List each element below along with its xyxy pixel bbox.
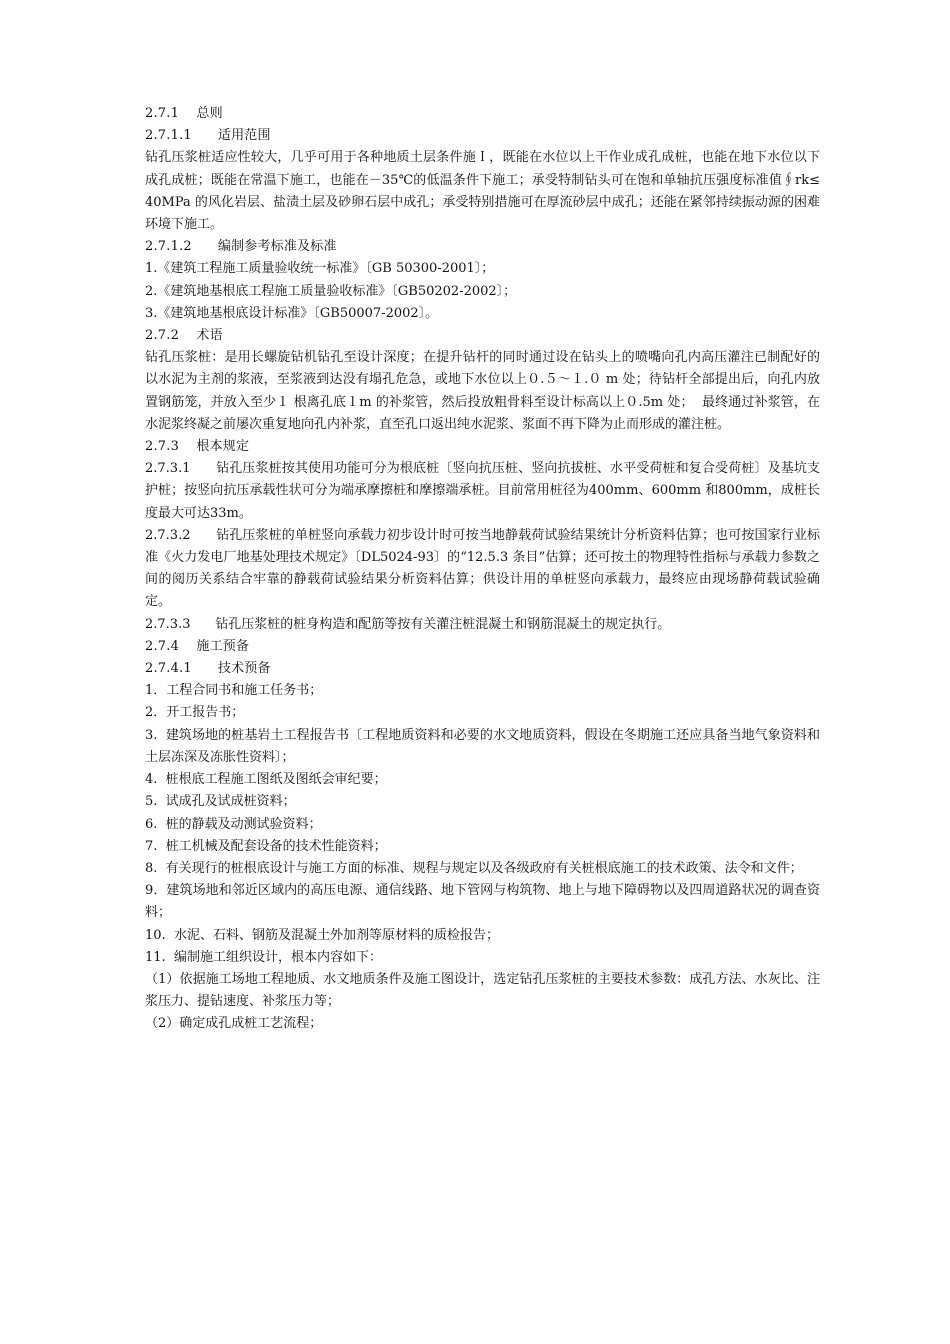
paragraph-terminology: 钻孔压浆桩：是用长螺旋钻机钻孔至设计深度；在提升钻杆的同时通过设在钻头上的喷嘴向孔内高压灌注已制配好的以水泥为主剂的浆液，至浆液到达没有塌孔危急，或地下水位以上０.５～１.０ m 处；待钻杆全部提出后，向孔内放置钢筋笼，并放入至少１ 根离孔底１m 的补浆管，然后投放粗骨料至设计标高以上０.5m 处； 最终通过补浆管，在水泥浆终凝之前屡次重复地向孔内补浆，直至孔口返出纯水泥浆、浆面不再下降为止而形成的灌注桩。 <box>145 350 820 432</box>
prep-item-6: 6. 桩的静载及动测试验资料； <box>145 816 322 832</box>
document-page <box>145 103 820 1036</box>
heading-2-7-4: 2.7.4 施工预备 <box>145 638 250 654</box>
paragraph-2-7-3-3: 2.7.3.3 钻孔压浆桩的桩身构造和配筋等按有关灌注桩混凝土和钢筋混凝土的规定执行。 <box>145 616 671 632</box>
prep-item-1: 1．工程合同书和施工任务书； <box>145 683 323 699</box>
org-design-item-2: （2）确定成孔成桩工艺流程； <box>145 1016 323 1032</box>
prep-item-5: 5. 试成孔及试成桩资料； <box>145 794 296 810</box>
heading-2-7-3: 2.7.3 根本规定 <box>145 439 250 455</box>
paragraph-applicability: 钻孔压浆桩适应性较大，几乎可用于各种地质土层条件施Ｉ，既能在水位以上干作业成孔成桩，也能在地下水位以下成孔成桩；既能在常温下施工，也能在－35℃的低温条件下施工；承受特制钻头可在饱和单轴抗压强度标准值∮rk≤40MPa 的风化岩层、盐渍土层及砂卵石层中成孔；承受特别措施可在厚流砂层中成孔；还能在紧邻持续振动源的困难环境下施工。 <box>145 150 820 233</box>
heading-2-7-1: 2.7.1 总则 <box>145 106 223 121</box>
heading-2-7-1-1: 2.7.1.1 适用范围 <box>145 128 271 144</box>
heading-2-7-1-2: 2.7.1.2 编制参考标准及标准 <box>145 239 337 255</box>
prep-item-4: 4. 桩根底工程施工图纸及图纸会审纪要； <box>145 772 387 788</box>
prep-item-9: 9．建筑场地和邻近区域内的高压电源、通信线路、地下管网与构筑物、地上与地下障碍物以及四周道路状况的调查资料； <box>145 883 820 921</box>
reference-item-2: 2.《建筑地基根底工程施工质量验收标准》〔GB50202-2002〕； <box>145 283 517 299</box>
prep-item-3: 3. 建筑场地的桩基岩土工程报告书〔工程地质资料和必要的水文地质资料，假设在冬期施工还应具备当地气象资料和土层冻深及冻胀性资料〕； <box>145 727 820 765</box>
heading-2-7-4-1: 2.7.4.1 技术预备 <box>145 661 271 677</box>
org-design-item-1: （1）依据施工场地工程地质、水文地质条件及施工图设计，选定钻孔压浆桩的主要技术参数：成孔方法、水灰比、注浆压力、提钻速度、补浆压力等； <box>145 971 820 1010</box>
prep-item-8: 8. 有关现行的桩根底设计与施工方面的标准、规程与规定以及各级政府有关桩根底施工的技术政策、法令和文件； <box>145 860 803 876</box>
reference-item-3: 3.《建筑地基根底设计标准》〔GB50007-2002〕。 <box>145 305 439 321</box>
paragraph-2-7-3-2: 2.7.3.2 钻孔压浆桩的单桩竖向承载力初步设计时可按当地静载荷试验结果统计分析资料估算；也可按国家行业标准《火力发电厂地基处理技术规定》〔DL5024-93〕的“12.5.3 条目”估算；还可按土的物理特性指标与承载力参数之间的阅历关系结合牢靠的静载荷试验结果分析资料估算；供设计用的单桩竖向承载力，最终应由现场静荷载试验确定。 <box>145 527 820 610</box>
prep-item-11: 11. 编制施工组织设计，根本内容如下： <box>145 949 382 965</box>
heading-2-7-2: 2.7.2 术语 <box>145 328 223 344</box>
prep-item-2: 2．开工报告书； <box>145 705 245 721</box>
paragraph-2-7-3-1: 2.7.3.1 钻孔压浆桩按其使用功能可分为根底桩〔竖向抗压桩、竖向抗拔桩、水平受荷桩和复合受荷桩〕及基坑支护桩；按竖向抗压承载性状可分为端承摩擦桩和摩擦端承桩。目前常用桩径为400mm、600mm 和800mm，成桩长度最大可达33m。 <box>145 461 820 521</box>
prep-item-7: 7. 桩工机械及配套设备的技术性能资料； <box>145 838 387 854</box>
prep-item-10: 10. 水泥、石料、钢筋及混凝土外加剂等原材料的质检报告； <box>145 927 499 943</box>
reference-item-1: 1.《建筑工程施工质量验收统一标准》〔GB 50300-2001〕； <box>145 261 495 277</box>
